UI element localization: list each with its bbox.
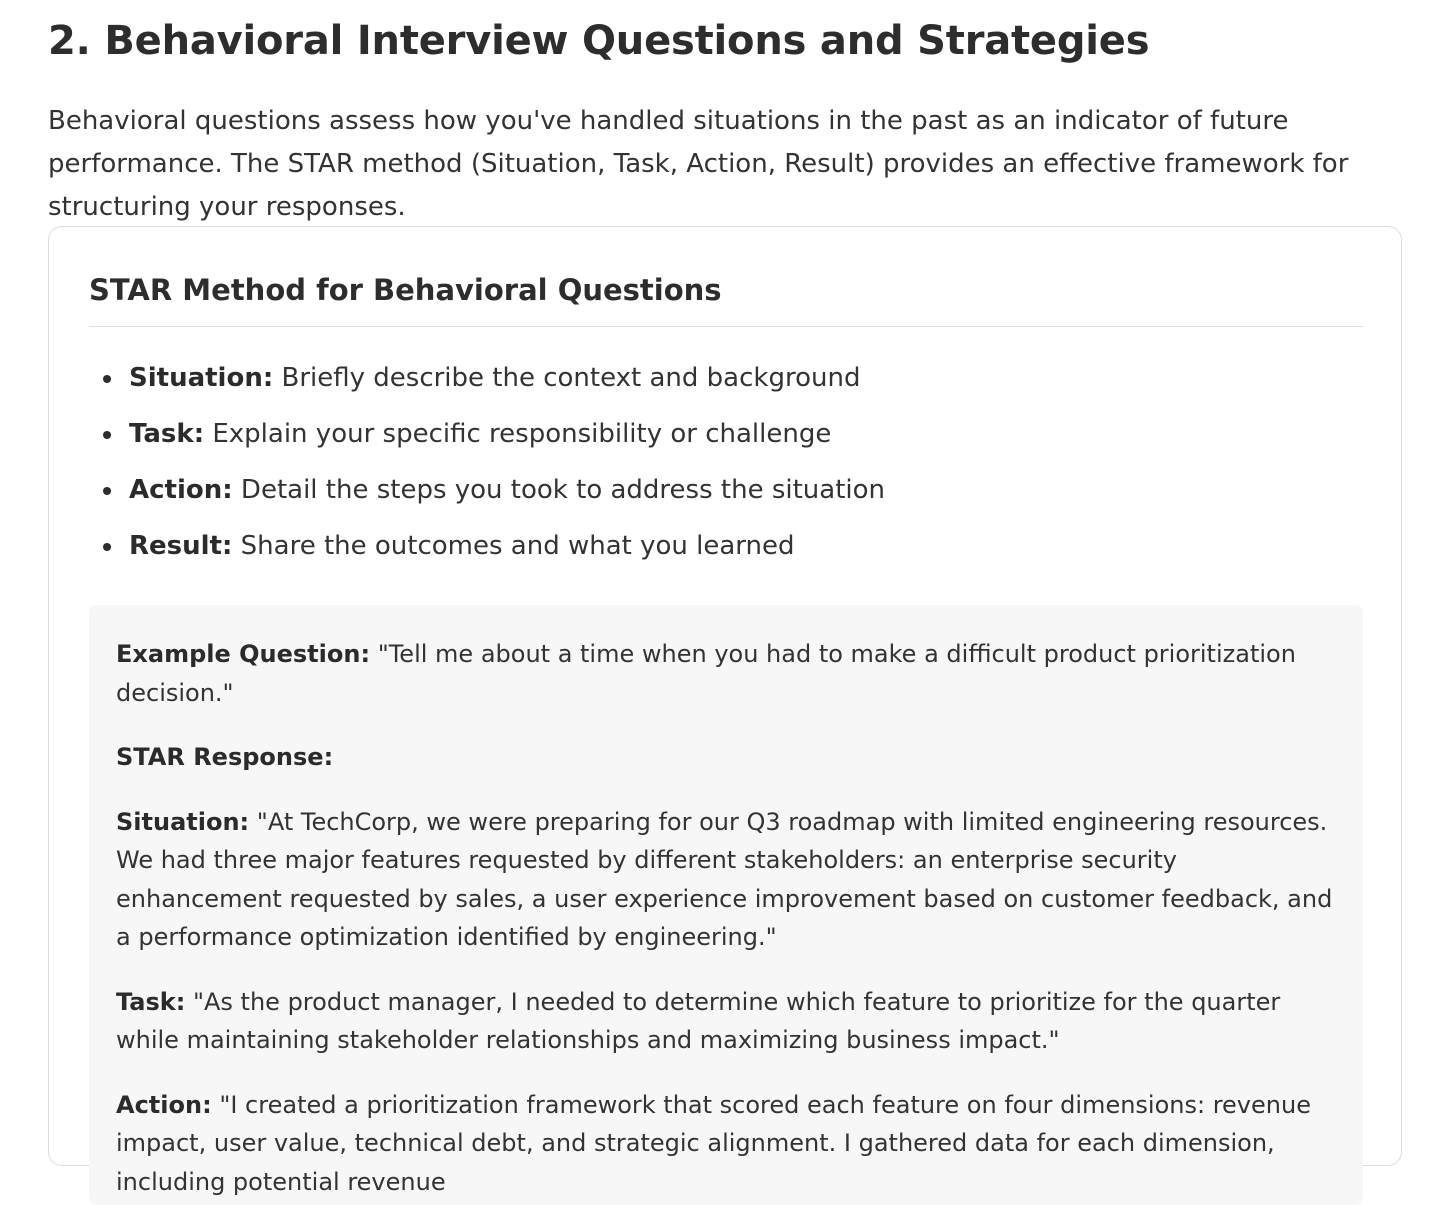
task-paragraph	[116, 983, 1336, 1060]
task-text: "As the product manager, I needed to determine which feature to prioritize for the quarter while maintaining stakeholder relationships and maximizing business impact."	[116, 987, 1281, 1054]
bullet-icon	[103, 487, 111, 495]
list-item	[89, 471, 885, 527]
bullet-icon	[103, 543, 111, 551]
action-paragraph	[116, 1086, 1336, 1202]
bullet-icon	[103, 375, 111, 383]
situation-text: "At TechCorp, we were preparing for our Q3 roadmap with limited engineering resources. We had three major features requested by different stakeholders: an enterprise security enhancement requested by sales, a user experience improvement based on customer feedback, and a performance optimization identified by engineering."	[116, 807, 1333, 951]
star-response-label: STAR Response:	[116, 743, 334, 771]
situation-paragraph	[116, 803, 1336, 957]
action-text: "I created a prioritization framework that scored each feature on four dimensions: revenue impact, user value, technical debt, and strategic alignment. I gathered data for each dimension, including potential revenue	[116, 1090, 1311, 1196]
list-item-desc: Detail the steps you took to address the situation	[240, 475, 886, 505]
star-list	[89, 359, 885, 583]
list-item-term: Task:	[129, 419, 205, 449]
situation-label: Situation:	[116, 807, 250, 836]
list-item-desc: Briefly describe the context and background	[281, 363, 861, 393]
example-box	[89, 605, 1363, 1205]
list-item-term: Result:	[129, 531, 233, 561]
task-label: Task:	[116, 987, 186, 1016]
bullet-icon	[103, 431, 111, 439]
card-title: STAR Method for Behavioral Questions	[89, 273, 722, 307]
list-item	[89, 359, 885, 415]
example-question-text: "Tell me about a time when you had to make a difficult product prioritization decision."	[116, 640, 1296, 707]
list-item	[89, 415, 885, 471]
list-item-desc: Share the outcomes and what you learned	[240, 531, 795, 561]
example-question-label: Example Question:	[116, 640, 371, 668]
list-item-desc: Explain your specific responsibility or challenge	[212, 419, 832, 449]
list-item-term: Action:	[129, 475, 233, 505]
list-item	[89, 527, 885, 583]
star-response-heading	[116, 738, 1336, 777]
star-method-card	[48, 226, 1402, 1196]
action-label: Action:	[116, 1090, 212, 1119]
intro-paragraph: Behavioral questions assess how you've handled situations in the past as an indicator of future performance. The STAR method (Situation, Task, Action, Result) provides an effective framework for structuring your responses.	[48, 106, 1349, 222]
list-item-term: Situation:	[129, 363, 274, 393]
example-question	[116, 635, 1336, 712]
section-title: 2. Behavioral Interview Questions and Strategies	[48, 18, 1150, 64]
card-divider	[89, 326, 1363, 327]
